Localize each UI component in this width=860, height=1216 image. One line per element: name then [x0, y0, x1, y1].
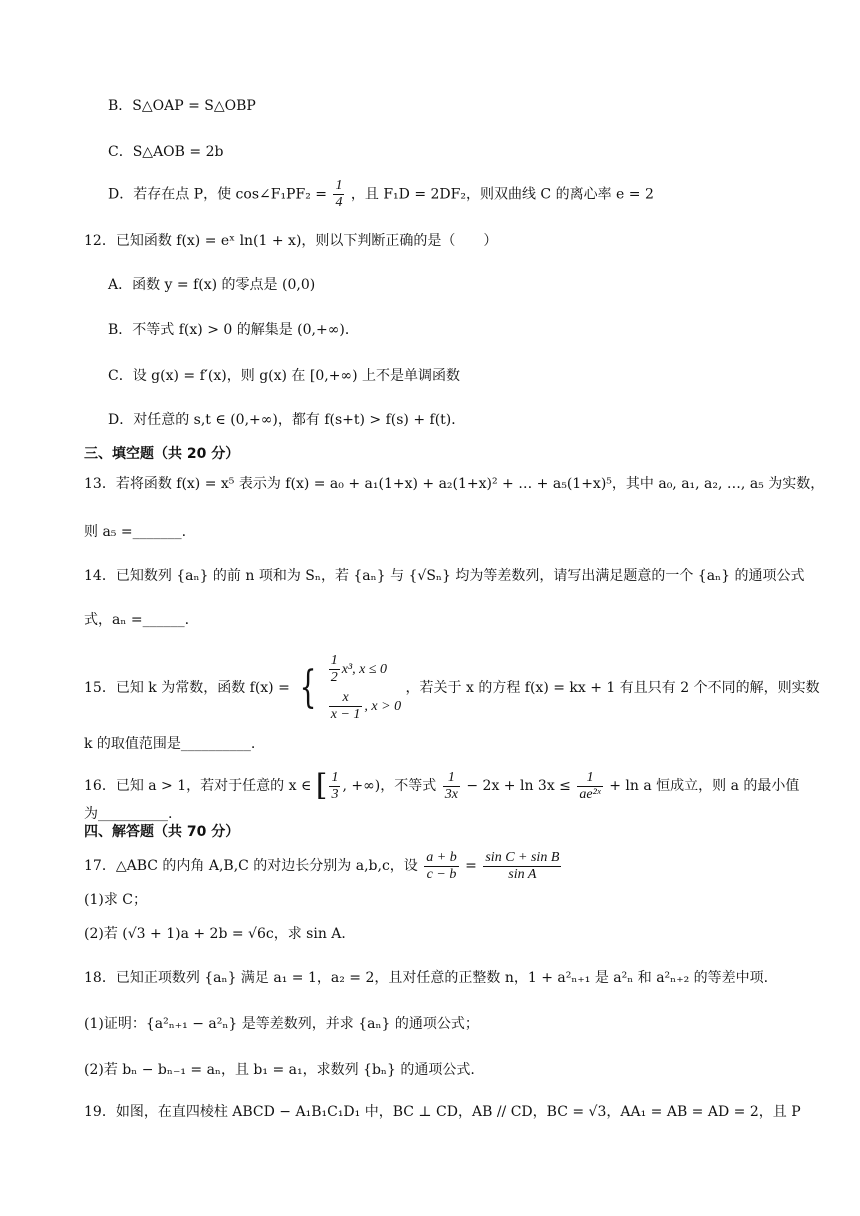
q18-part1: (1)证明：{a²ₙ₊₁ − a²ₙ} 是等差数列，并求 {aₙ} 的通项公式； [84, 1016, 479, 1032]
q14-line2: 式，aₙ =______. [84, 612, 190, 628]
q16-interval-tail: , +∞)，不等式 [342, 778, 437, 794]
q17-fraction-right [483, 850, 561, 883]
q17-intro: 17．△ABC 的内角 A,B,C 的对边长分别为 a,b,c，设 [84, 858, 418, 874]
q17-stem [84, 846, 563, 886]
fraction-denominator: sin A [508, 866, 537, 882]
fraction-numerator: 1 [330, 652, 338, 668]
q11-option-d-tail: ，且 F₁D = 2DF₂，则双曲线 C 的离心率 e = 2 [350, 186, 654, 203]
q16-ineq-fraction-2 [577, 770, 602, 803]
fraction-numerator: 1 [577, 770, 602, 787]
fraction-denominator: 4 [335, 195, 343, 210]
fraction-denominator: 3x [444, 786, 458, 802]
piecewise-case-2 [327, 688, 401, 725]
q17-part1: (1)求 C； [84, 892, 147, 908]
case1-fraction [329, 653, 340, 686]
section-heading-fill-in: 三、填空题（共 20 分） [84, 446, 240, 462]
q12-option-d: D．对任意的 s,t ∈ (0,+∞)，都有 f(s+t) > f(s) + f(t)． [108, 412, 466, 428]
q15-intro: 15．已知 k 为常数，函数 f(x) = [84, 680, 290, 696]
fraction-numerator: 1 [331, 769, 339, 785]
piecewise-cases [327, 651, 401, 725]
q17-fraction-left [424, 850, 458, 883]
case2-expression: , x > 0 [364, 699, 402, 714]
q12-option-a: A．函数 y = f(x) 的零点是 (0,0) [108, 277, 316, 293]
fraction-denominator: 2 [330, 669, 338, 685]
fraction-denominator: c − b [426, 866, 457, 882]
q11-option-c: C．S△AOB = 2b [108, 144, 224, 160]
q17-equals: = [465, 858, 477, 874]
q15-condition: ，若关于 x 的方程 f(x) = kx + 1 有且只有 2 个不同的解，则实数 [405, 680, 820, 696]
q11-option-d [108, 178, 654, 211]
q15-line1 [84, 648, 820, 728]
fraction-numerator: a + b [426, 849, 457, 865]
fraction-numerator: sin C + sin B [485, 849, 560, 865]
fraction-numerator: 1 [443, 770, 460, 787]
q16-line2: 为__________. [84, 806, 173, 822]
q16-ineq-middle: − 2x + ln 3x ≤ [466, 778, 571, 794]
case2-fraction [329, 690, 363, 723]
q12-option-b: B．不等式 f(x) > 0 的解集是 (0,+∞)． [108, 322, 359, 338]
q15-line2: k 的取值范围是__________. [84, 736, 256, 752]
case1-expression: x³, x ≤ 0 [341, 662, 388, 677]
piecewise-brace: { [299, 662, 317, 713]
q12-option-c: C．设 g(x) = f′(x)，则 g(x) 在 [0,+∞) 上不是单调函数 [108, 368, 461, 384]
q14-line1: 14．已知数列 {aₙ} 的前 n 项和为 Sₙ，若 {aₙ} 与 {√Sₙ} 均为等差数列，请写出满足题意的一个 {aₙ} 的通项公式 [84, 568, 805, 584]
q16-line1 [84, 766, 799, 806]
q11-option-b: B．S△OAP = S△OBP [108, 98, 256, 114]
fraction-denominator: ae²ˣ [579, 786, 601, 802]
fraction-numerator: x [329, 690, 363, 707]
piecewise-case-1 [327, 651, 401, 688]
q16-tail: + ln a 恒成立，则 a 的最小值 [609, 778, 800, 794]
q11-option-d-fraction [333, 178, 344, 211]
q12-stem: 12．已知函数 f(x) = eˣ ln(1 + x)，则以下判断正确的是（ ） [84, 233, 498, 249]
q19-stem: 19．如图，在直四棱柱 ABCD − A₁B₁C₁D₁ 中，BC ⊥ CD，AB // CD，BC = √3，AA₁ = AB = AD = 2，且 P [84, 1104, 801, 1120]
q16-ineq-fraction-1 [443, 770, 460, 803]
q17-part2: (2)若 (√3 + 1)a + 2b = √6c，求 sin A． [84, 926, 356, 942]
fraction-denominator: x − 1 [330, 706, 361, 722]
q18-part2: (2)若 bₙ − bₙ₋₁ = aₙ，且 b₁ = a₁，求数列 {bₙ} 的通项公式. [84, 1062, 475, 1078]
q13-line1: 13．若将函数 f(x) = x⁵ 表示为 f(x) = a₀ + a₁(1+x) + a₂(1+x)² + … + a₅(1+x)⁵，其中 a₀, a₁, a₂, …, a₅ 为实数， [84, 476, 825, 492]
q16-intro: 16．已知 a > 1，若对于任意的 x ∈ [84, 778, 312, 794]
q18-stem: 18．已知正项数列 {aₙ} 满足 a₁ = 1，a₂ = 2，且对任意的正整数 n，1 + a²ₙ₊₁ 是 a²ₙ 和 a²ₙ₊₂ 的等差中项. [84, 970, 769, 986]
q11-option-d-text: D．若存在点 P，使 cos∠F₁PF₂ = [108, 186, 327, 203]
interval-open-bracket: [ [315, 768, 328, 803]
section-heading-solutions: 四、解答题（共 70 分） [84, 824, 240, 840]
fraction-numerator: 1 [335, 178, 343, 193]
q16-interval-fraction [329, 770, 340, 803]
fraction-denominator: 3 [331, 786, 339, 802]
q13-line2: 则 a₅ =_______. [84, 524, 187, 540]
